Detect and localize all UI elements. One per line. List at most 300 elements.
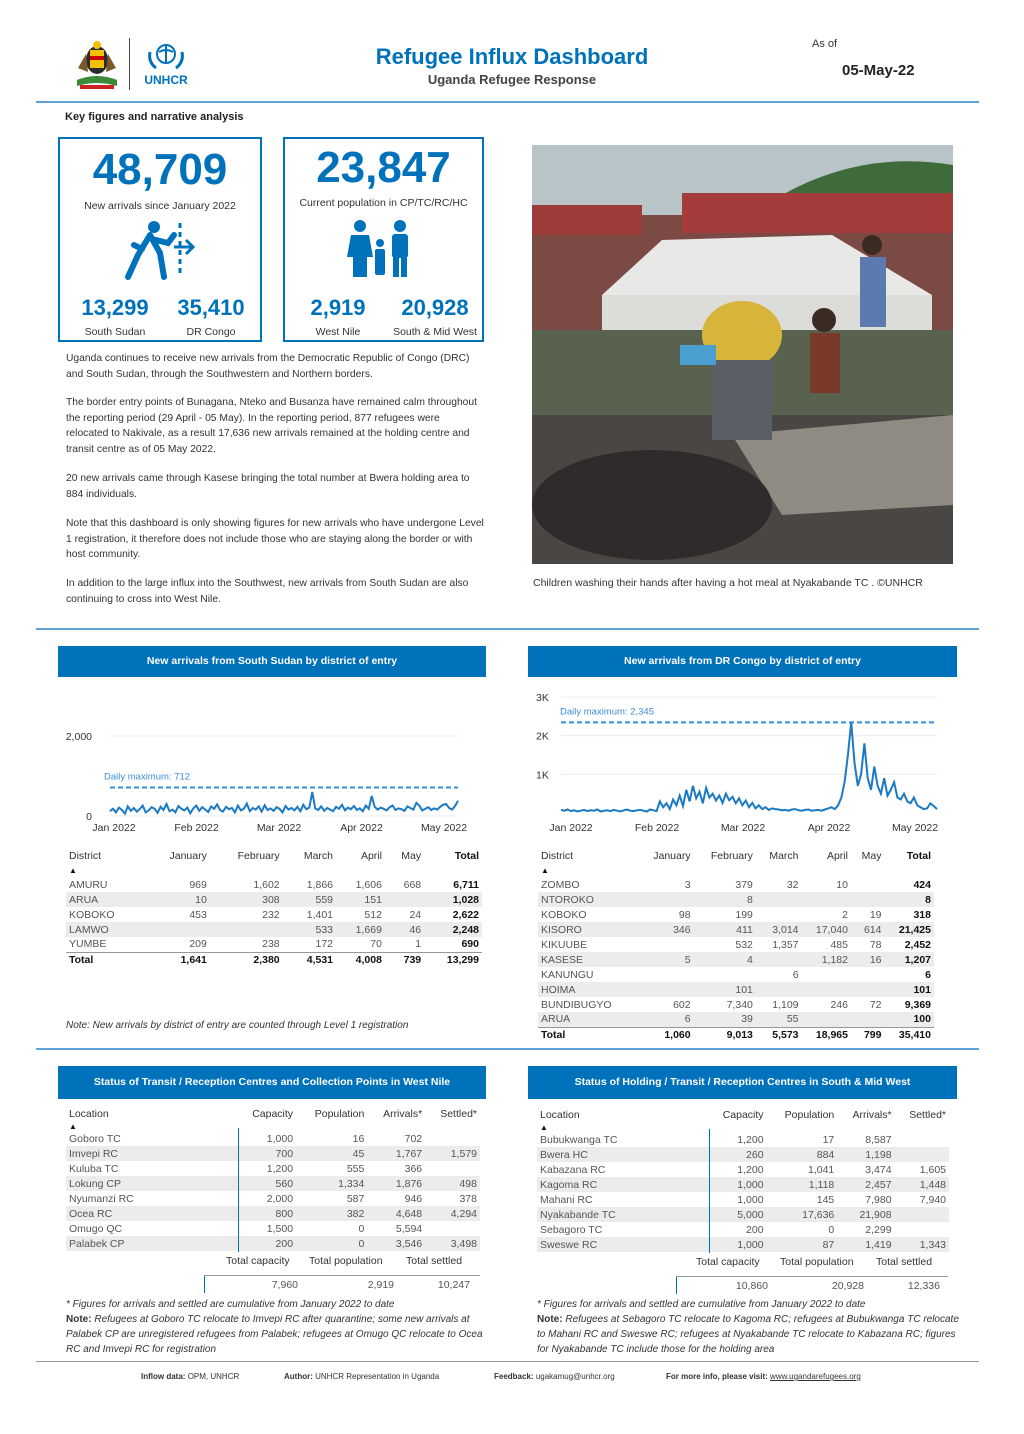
table-cell: 55 (756, 1012, 802, 1027)
column-header[interactable]: Arrivals* (852, 1108, 892, 1121)
table-row (538, 877, 934, 892)
kpi-population-caption: Current population in CP/TC/RC/HC (299, 197, 468, 209)
kpi-south-sudan-value: 13,299 (81, 295, 149, 320)
column-header[interactable]: April (360, 849, 382, 862)
row-label: Bwera HC (537, 1147, 707, 1162)
table-cell: 7,340 (726, 998, 753, 1011)
table-cell: 46 (385, 922, 424, 937)
sw-centres-table (537, 1107, 949, 1252)
table-cell: 1,669 (336, 922, 385, 937)
column-header[interactable]: January (169, 849, 207, 862)
total-cell: 4,008 (336, 952, 385, 967)
table-cell (851, 892, 885, 907)
row-label: Kagoma RC (537, 1177, 707, 1192)
wn-summary-rule (204, 1275, 480, 1276)
column-header[interactable]: Location (69, 1107, 109, 1120)
row-label: Sweswe RC (537, 1237, 707, 1252)
table-header-row (66, 848, 482, 863)
table-row (537, 1132, 949, 1147)
table-cell: 1,198 (837, 1147, 894, 1162)
table-cell: 1,028 (424, 892, 482, 907)
table-cell: 145 (816, 1193, 835, 1206)
table-cell: 101 (885, 982, 935, 997)
table-row (538, 982, 934, 997)
table-row (538, 967, 934, 982)
table-row (537, 1192, 949, 1207)
table-cell: 560 (236, 1176, 296, 1191)
total-label: Total (538, 1027, 637, 1042)
table-row (66, 1236, 480, 1251)
column-header[interactable]: District (541, 849, 574, 862)
table-row (537, 1177, 949, 1192)
wn-centres-table (66, 1106, 480, 1251)
row-label: YUMBE (69, 938, 107, 951)
table-cell: 3,474 (865, 1163, 892, 1176)
table-row (66, 1146, 480, 1161)
table-cell: 1,200 (737, 1163, 764, 1176)
table-cell: 1,401 (306, 908, 334, 921)
row-label: Mahani RC (540, 1193, 593, 1206)
kpi-arrivals-value: 48,709 (92, 145, 228, 194)
x-tick-label: Mar 2022 (720, 822, 766, 834)
sw-summary-label: Total population (780, 1256, 854, 1268)
photo-caption: Children washing their hands after having a hot meal at Nyakabande TC . ©UNHCR (533, 577, 923, 589)
wn-table-title: Status of Transit / Reception Centres and Collection Points in West Nile (58, 1066, 486, 1099)
row-label: KOBOKO (69, 908, 115, 921)
table-cell: 2,457 (837, 1177, 894, 1192)
table-row (538, 892, 934, 907)
table-header-row (538, 848, 934, 863)
kpi-west-nile-value: 2,919 (310, 295, 366, 320)
table-cell: 4,294 (425, 1206, 480, 1221)
table-cell: 200 (746, 1223, 764, 1236)
sw-summary-label: Total capacity (696, 1256, 760, 1268)
wn-summary-label: Total population (309, 1255, 383, 1267)
column-header[interactable]: May (861, 849, 882, 862)
column-header[interactable]: Location (540, 1108, 580, 1121)
column-header[interactable]: February (237, 849, 280, 862)
table-cell: 98 (678, 908, 691, 921)
x-tick-label: Feb 2022 (174, 822, 219, 834)
table-cell: 7,980 (865, 1193, 892, 1206)
table-cell: 1,448 (895, 1177, 949, 1192)
column-header[interactable]: Settled* (440, 1107, 477, 1120)
row-label: LAMWO (66, 922, 144, 937)
table-cell: 5,000 (707, 1207, 767, 1222)
table-cell: 10 (836, 878, 848, 891)
y-tick-label: 3K (536, 692, 549, 704)
table-cell: 1,579 (425, 1146, 480, 1161)
table-cell: 1,118 (767, 1177, 838, 1192)
table-cell (756, 982, 802, 997)
table-cell: 1,000 (707, 1237, 767, 1252)
table-cell (210, 922, 283, 937)
column-header[interactable]: April (826, 849, 848, 862)
table-cell: 3,498 (425, 1236, 480, 1251)
sort-arrow-icon[interactable]: ▲ (69, 865, 77, 875)
table-cell: 690 (461, 938, 479, 951)
page-subtitle: Uganda Refugee Response (427, 72, 597, 87)
wn-capacity-divider (238, 1128, 239, 1252)
total-cell: 35,410 (885, 1027, 935, 1042)
table-cell: 969 (189, 878, 207, 891)
narrative-paragraph: The border entry points of Bunagana, Nteko and Busanza have remained calm throughout the reporting period (29 April - 05 May). In the reporting period, 877 refugees were relocated to Nakivale, as a result 17,636 new arrivals remained at the holding centre and transit centre as of 05 May 2022. (66, 397, 477, 455)
kpi-arrivals-caption: New arrivals since January 2022 (84, 200, 236, 212)
row-label: Lokung CP (66, 1176, 236, 1191)
row-label: ZOMBO (541, 878, 580, 891)
y-tick-label: 2K (536, 730, 549, 743)
table-cell: 318 (913, 908, 931, 921)
row-label: Kuluba TC (69, 1162, 119, 1175)
table-cell: 1,182 (802, 952, 851, 967)
sw-total-population: 20,928 (831, 1280, 864, 1292)
as-of-label: As of (812, 38, 838, 50)
table-row (66, 1176, 480, 1191)
narrative-paragraph: 20 new arrivals came through Kasese bringing the total number at Bwera holding area to 884 individuals. (66, 473, 470, 500)
table-cell (425, 1131, 480, 1146)
table-cell: 5 (637, 952, 693, 967)
daily-maximum-label: Daily maximum: 2,345 (560, 706, 654, 718)
row-label: Omugo QC (69, 1222, 123, 1235)
table-row (66, 877, 482, 892)
table-cell (851, 1012, 885, 1027)
table-cell: 238 (262, 938, 280, 951)
table-cell: 9,369 (904, 998, 931, 1011)
table-row (66, 937, 482, 952)
table-cell: 200 (236, 1236, 296, 1251)
row-label: KIKUUBE (541, 938, 588, 951)
x-tick-label: Feb 2022 (634, 822, 680, 834)
row-label: Nyakabande TC (537, 1207, 707, 1222)
row-label: Goboro TC (69, 1132, 121, 1145)
table-cell: 21,908 (837, 1207, 894, 1222)
table-row (537, 1162, 949, 1177)
ss-chart-title: New arrivals from South Sudan by district of entry (58, 646, 486, 677)
table-cell (425, 1161, 480, 1176)
table-cell (756, 952, 802, 967)
table-cell: 1,606 (355, 878, 382, 891)
table-cell: 1 (415, 938, 422, 951)
table-cell: 1,500 (266, 1222, 294, 1235)
table-cell: 1,334 (296, 1176, 367, 1191)
total-label: Total (66, 952, 144, 967)
table-cell: 614 (851, 922, 885, 937)
table-row (538, 997, 934, 1012)
table-row (537, 1147, 949, 1162)
table-cell (802, 982, 851, 997)
row-label: Bubukwanga TC (540, 1133, 618, 1146)
footer-label: For more info, please visit: (666, 1372, 768, 1381)
table-cell: 7,940 (919, 1193, 946, 1206)
drc-district-table (538, 848, 934, 1042)
row-label: Sebagoro TC (540, 1223, 603, 1236)
table-cell: 485 (830, 938, 848, 951)
table-row (66, 1191, 480, 1206)
table-row (538, 907, 934, 922)
table-cell: 533 (283, 922, 336, 937)
table-cell: 70 (370, 938, 382, 951)
table-cell (802, 967, 851, 982)
table-cell: 424 (913, 878, 931, 891)
column-header[interactable]: March (769, 849, 799, 862)
row-label: KASESE (538, 952, 637, 967)
table-cell: 78 (869, 938, 882, 951)
table-cell: 587 (346, 1192, 365, 1205)
table-cell: 382 (296, 1206, 367, 1221)
table-cell: 2 (842, 908, 848, 921)
column-header[interactable]: Population (784, 1108, 835, 1121)
table-cell (851, 967, 885, 982)
table-cell (802, 1012, 851, 1027)
table-cell: 308 (210, 892, 283, 907)
table-cell: 172 (315, 938, 334, 951)
table-cell: 379 (735, 878, 753, 891)
table-cell: 0 (296, 1236, 367, 1251)
table-cell: 555 (346, 1162, 365, 1175)
table-cell: 498 (425, 1176, 480, 1191)
total-cell: 1,641 (144, 952, 210, 967)
total-cell: 9,013 (694, 1027, 756, 1042)
table-cell: 346 (637, 922, 693, 937)
ss-arrivals-chart (58, 690, 486, 840)
arrivals-series-line (110, 792, 458, 814)
table-cell: 1,000 (737, 1193, 764, 1206)
table-cell: 100 (885, 1012, 935, 1027)
table-cell (637, 892, 693, 907)
total-cell: 739 (385, 952, 424, 967)
table-cell (637, 937, 693, 952)
sw-total-capacity: 10,860 (735, 1280, 768, 1292)
row-label: KISORO (538, 922, 637, 937)
wn-total-population: 2,919 (367, 1279, 394, 1291)
table-cell: 366 (404, 1162, 423, 1175)
table-header-row (66, 1106, 480, 1121)
table-cell: 0 (828, 1223, 835, 1236)
sort-arrow-icon[interactable]: ▲ (540, 1122, 548, 1132)
x-tick-label: Apr 2022 (807, 822, 851, 834)
x-tick-label: May 2022 (420, 822, 468, 834)
total-cell: 5,573 (756, 1027, 802, 1042)
page-title: Refugee Influx Dashboard (375, 44, 649, 69)
total-cell: 18,965 (802, 1027, 851, 1042)
table-cell: 232 (262, 908, 280, 921)
wn-note (66, 1312, 490, 1357)
kpi-dr-congo-label: DR Congo (186, 326, 236, 338)
table-row (66, 1131, 480, 1146)
column-header[interactable]: Total (906, 849, 931, 862)
column-header[interactable]: March (303, 849, 334, 862)
table-cell: 17 (822, 1133, 835, 1146)
table-cell: 45 (296, 1146, 367, 1161)
column-header[interactable]: Settled* (909, 1108, 946, 1121)
y-tick-label: 2,000 (65, 731, 92, 743)
table-cell (385, 892, 424, 907)
wn-summary-divider (204, 1275, 205, 1293)
website-link[interactable]: www.ugandarefugees.org (770, 1372, 861, 1381)
table-cell: 1,200 (737, 1133, 764, 1146)
table-cell (756, 907, 802, 922)
table-cell: 532 (735, 938, 753, 951)
table-cell (694, 967, 756, 982)
table-cell: 16 (352, 1132, 365, 1145)
table-cell: 1,866 (306, 878, 334, 891)
table-cell (637, 982, 693, 997)
table-cell: 668 (403, 878, 422, 891)
table-cell: 16 (851, 952, 885, 967)
table-cell: 2,248 (424, 922, 482, 937)
table-cell: 17,040 (802, 922, 851, 937)
table-cell: 6 (792, 968, 799, 981)
kpi-south-sudan-label: South Sudan (84, 326, 146, 338)
table-cell: 3,014 (756, 922, 802, 937)
table-cell: 5,594 (395, 1222, 423, 1235)
note-text: Refugees at Goboro TC relocate to Imvepi RC after quarantine; some new arrivals at Palabek CP are unregistered refugees from Palabek; refugees at Omugo QC relocate to Ocea RC and Imvepi RC for registration (66, 1314, 483, 1355)
table-cell: 72 (869, 998, 882, 1011)
table-cell: 101 (694, 982, 756, 997)
footer-value: UNHCR Representation in Uganda (315, 1372, 440, 1381)
table-cell (895, 1222, 949, 1237)
table-cell: 87 (767, 1237, 838, 1252)
table-cell: 32 (786, 878, 799, 891)
kpi-south-mid-west-value: 20,928 (401, 295, 469, 320)
drc-arrivals-chart (528, 684, 957, 840)
table-cell: 0 (358, 1222, 365, 1235)
table-cell: 199 (735, 908, 753, 921)
sw-table-title: Status of Holding / Transit / Reception Centres in South & Mid West (528, 1066, 957, 1099)
column-header[interactable]: Population (314, 1107, 365, 1120)
sort-arrow-icon[interactable]: ▲ (69, 1121, 77, 1131)
section-rule (36, 628, 979, 630)
table-cell: 209 (189, 938, 207, 951)
row-label: Kabazana RC (540, 1163, 606, 1176)
kpi-current-population (283, 137, 484, 342)
kpi-south-mid-west-label: South & Mid West (393, 326, 477, 338)
table-cell (425, 1221, 480, 1236)
feedback-email-link[interactable]: ugakamug@unhcr.org (535, 1372, 615, 1381)
footer-label: Feedback: (494, 1372, 534, 1381)
table-cell (895, 1132, 949, 1147)
section-rule (36, 1048, 979, 1050)
table-cell: 800 (236, 1206, 296, 1221)
table-cell: 1,419 (837, 1237, 894, 1252)
table-row (66, 1161, 480, 1176)
column-header[interactable]: January (653, 849, 691, 862)
row-label: BUNDIBUGYO (541, 998, 612, 1011)
table-cell (144, 922, 210, 937)
table-cell: 453 (189, 908, 207, 921)
wn-note-star: * Figures for arrivals and settled are cumulative from January 2022 to date (66, 1299, 395, 1310)
y-tick-label: 0 (86, 811, 92, 823)
table-total-row (66, 952, 482, 967)
table-cell: 8 (694, 892, 756, 907)
sw-summary-rule (676, 1276, 948, 1277)
x-tick-label: Jan 2022 (549, 822, 593, 834)
table-cell: 6,711 (453, 878, 479, 891)
column-header[interactable]: District (69, 849, 102, 862)
row-label: KANUNGU (541, 968, 594, 981)
wn-total-capacity: 7,960 (271, 1279, 298, 1291)
x-tick-label: Jan 2022 (92, 822, 136, 834)
sort-arrow-icon[interactable]: ▲ (541, 865, 549, 875)
family-icon (345, 219, 415, 284)
footer-author (284, 1372, 439, 1381)
note-text: Refugees at Sebagoro TC relocate to Kagoma RC; refugees at Bubukwanga TC relocate to Mahani RC and Sweswe RC; refugees at Nyakabande TC relocate to Kabazana RC; figures for Nyakabande TC include those for the holding area (537, 1314, 959, 1355)
table-row (66, 922, 482, 937)
unhcr-logo: UNHCR (140, 38, 192, 90)
table-cell (895, 1147, 949, 1162)
narrative-paragraph: Uganda continues to receive new arrivals from the Democratic Republic of Congo (DRC) and South Sudan, through the Southwestern and Northern borders. (66, 353, 470, 380)
row-label: ARUA (538, 1012, 637, 1027)
kpi-new-arrivals (58, 137, 262, 342)
wn-summary-label: Total settled (406, 1255, 463, 1267)
table-cell: 411 (694, 922, 756, 937)
table-row (538, 1012, 934, 1027)
footer-rule (36, 1361, 979, 1362)
column-header[interactable]: Capacity (252, 1107, 294, 1120)
table-cell: 1,000 (266, 1132, 294, 1145)
column-header[interactable]: Arrivals* (383, 1107, 423, 1120)
row-label: Ocea RC (66, 1206, 236, 1221)
narrative-paragraph: Note that this dashboard is only showing figures for new arrivals who have undergone Level 1 registration, it therefore does not include those who are staying along the border or with host community. (66, 518, 484, 560)
table-cell: 260 (707, 1147, 767, 1162)
column-header[interactable]: May (401, 849, 422, 862)
total-cell: 799 (851, 1027, 885, 1042)
row-label: Nyumanzi RC (69, 1192, 134, 1205)
table-cell (637, 967, 693, 982)
column-header[interactable]: February (710, 849, 753, 862)
footer-label: Author: (284, 1372, 313, 1381)
column-header[interactable]: Total (454, 849, 479, 862)
x-tick-label: May 2022 (891, 822, 939, 834)
total-cell: 4,531 (283, 952, 336, 967)
table-cell (895, 1207, 949, 1222)
narrative-paragraph: In addition to the large influx into the Southwest, new arrivals from South Sudan are also continuing to cross into West Nile. (66, 578, 469, 605)
table-row (66, 907, 482, 922)
table-cell (851, 877, 885, 892)
footer-label: Inflow data: (141, 1372, 186, 1381)
table-cell (756, 892, 802, 907)
drc-chart-title: New arrivals from DR Congo by district of entry (528, 646, 957, 677)
ss-district-table (66, 848, 482, 967)
table-cell: 2,000 (266, 1192, 294, 1205)
table-row (538, 922, 934, 937)
table-cell: 17,636 (767, 1207, 838, 1222)
table-cell: 2,622 (452, 908, 479, 921)
table-cell: 1,200 (266, 1162, 294, 1175)
table-cell: 246 (830, 998, 848, 1011)
table-cell: 6 (637, 1012, 693, 1027)
sw-total-settled: 12,336 (907, 1280, 940, 1292)
table-cell: 1,602 (253, 878, 280, 891)
table-cell: 702 (404, 1132, 423, 1145)
table-row (66, 1221, 480, 1236)
x-tick-label: Mar 2022 (256, 822, 302, 834)
table-cell: 1,109 (772, 998, 799, 1011)
sw-note-star: * Figures for arrivals and settled are cumulative from January 2022 to date (537, 1299, 866, 1310)
table-cell: 2,299 (865, 1223, 892, 1236)
sw-summary-divider (676, 1276, 677, 1294)
table-cell: 6 (925, 968, 931, 981)
table-cell: 3,546 (367, 1236, 425, 1251)
table-cell: 884 (767, 1147, 838, 1162)
table-cell: 39 (694, 1012, 756, 1027)
column-header[interactable]: Capacity (722, 1108, 764, 1121)
table-cell: 559 (283, 892, 336, 907)
table-cell: 1,000 (707, 1177, 767, 1192)
table-cell: 4,648 (367, 1206, 425, 1221)
kpi-dr-congo-value: 35,410 (177, 295, 245, 320)
table-cell: 10 (144, 892, 210, 907)
